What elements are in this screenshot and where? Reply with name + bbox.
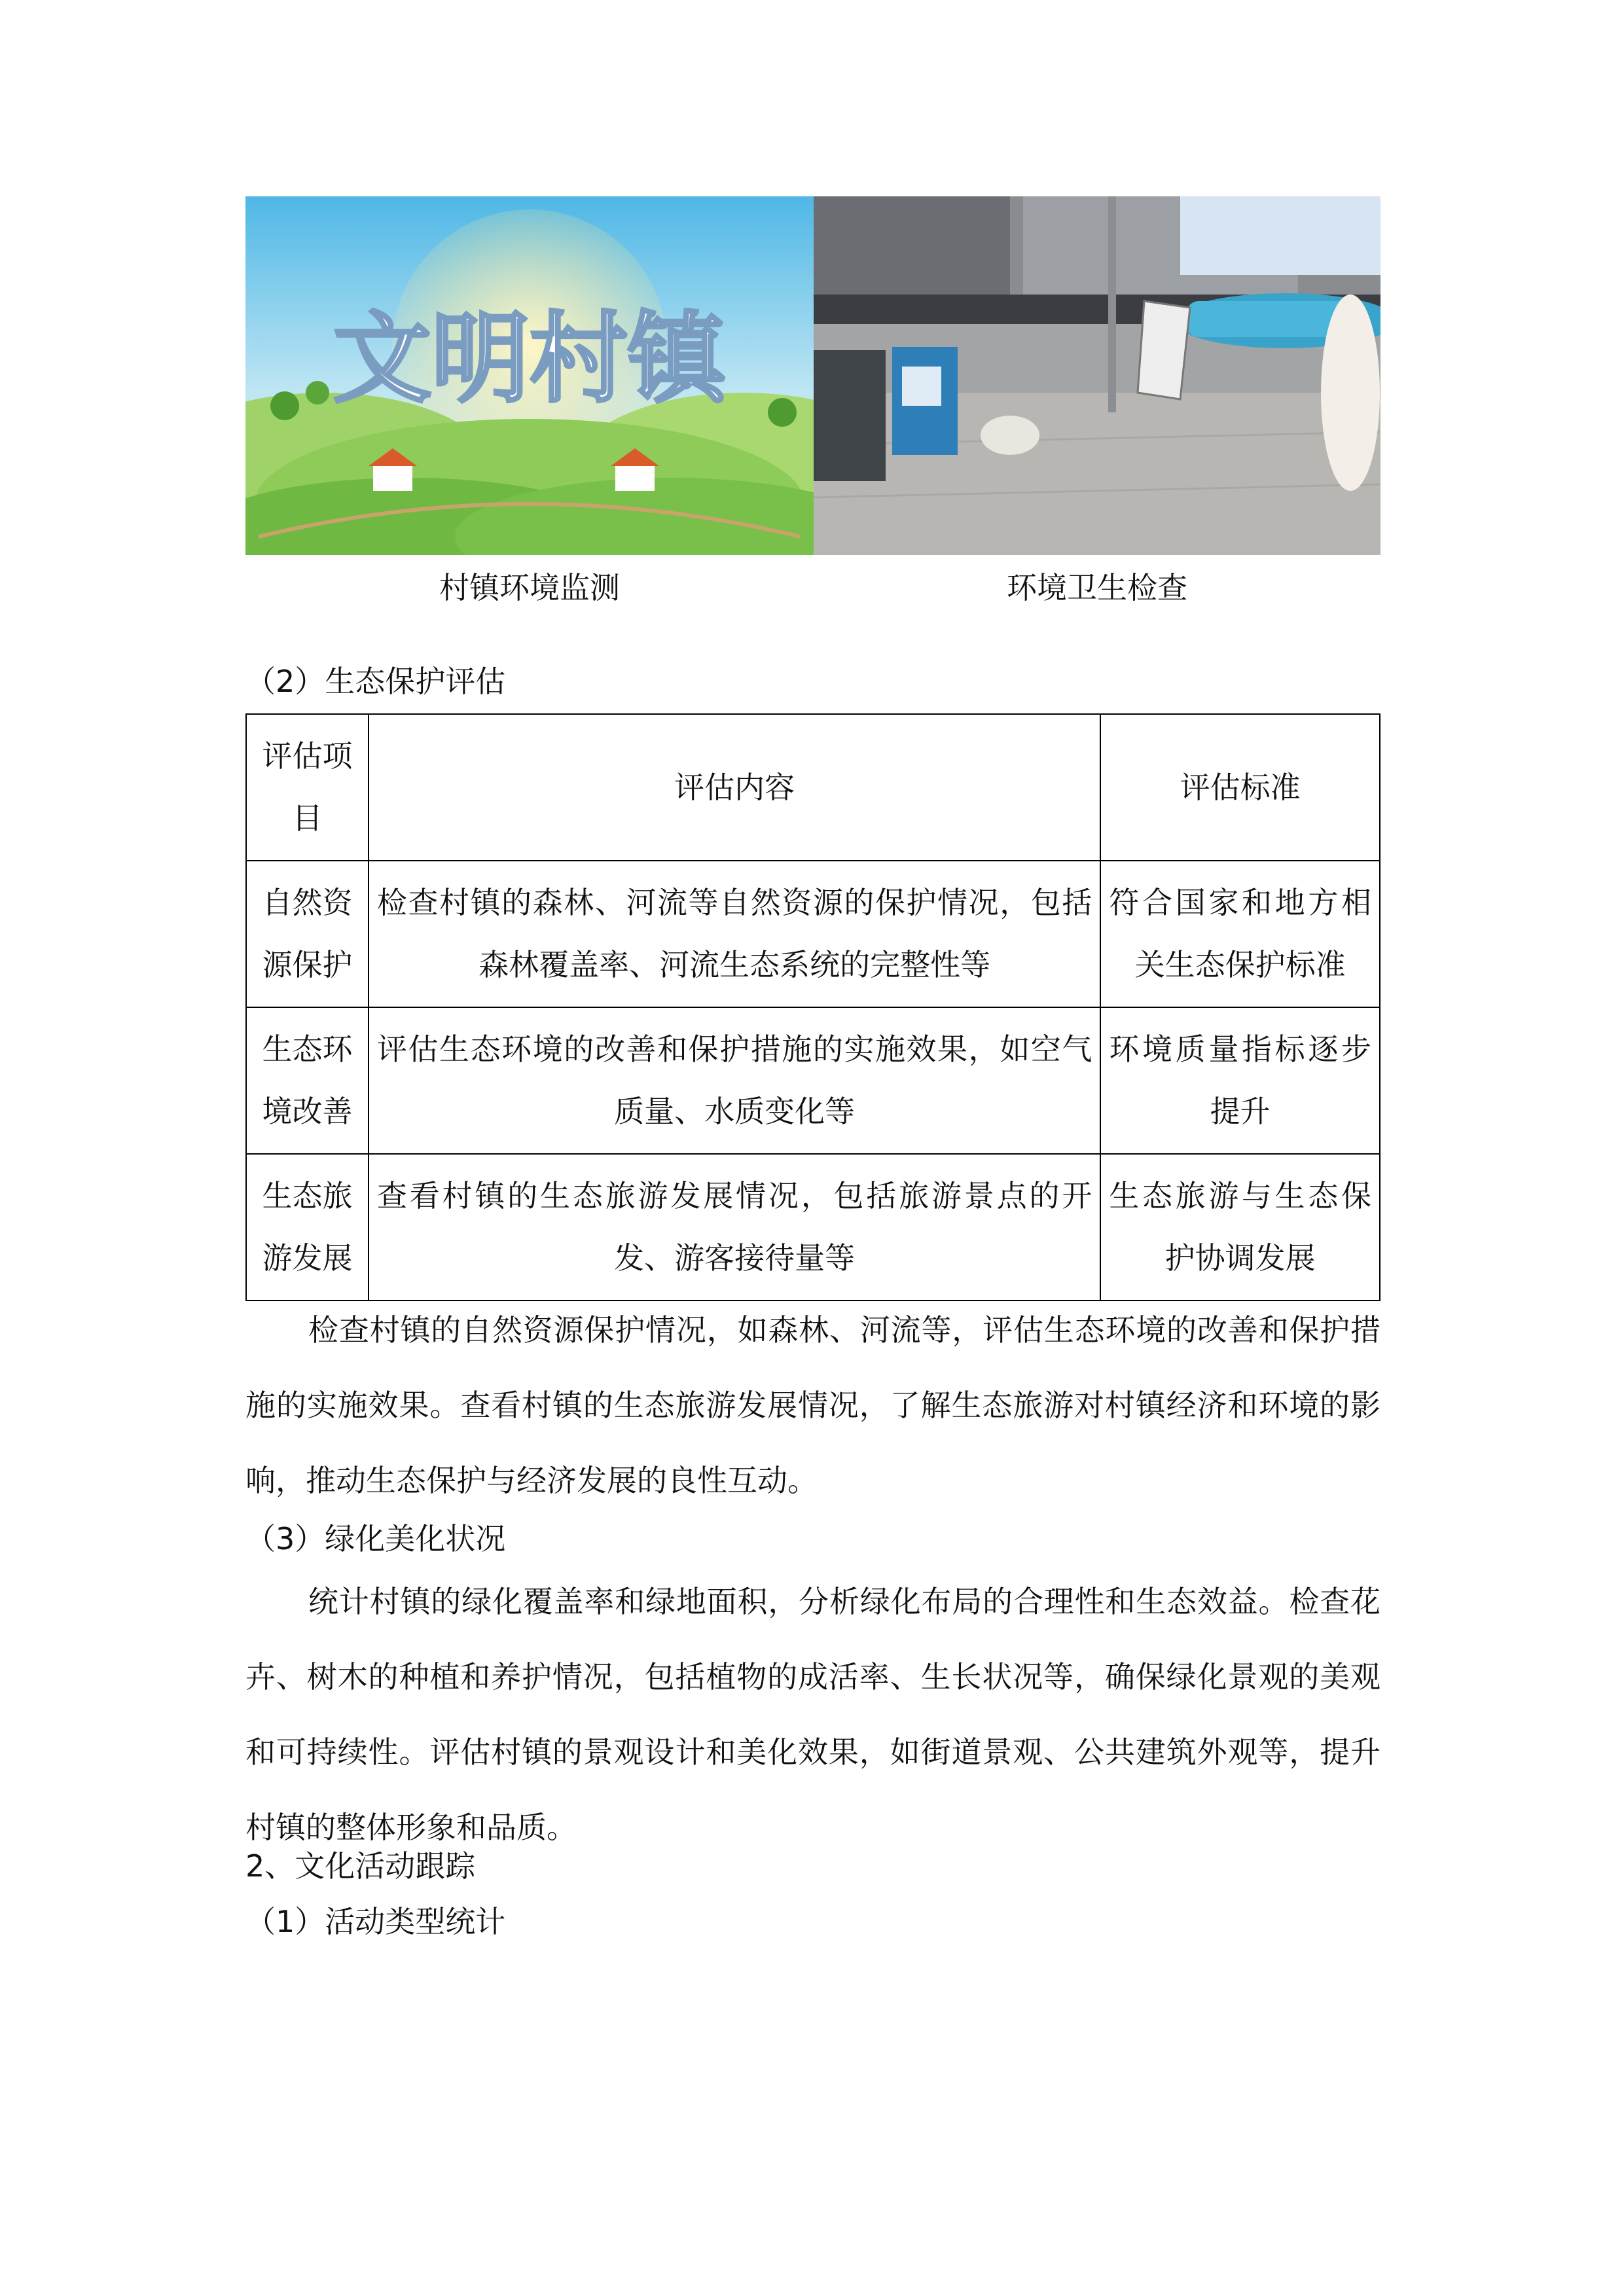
section-heading-cultural-activities: 2、文化活动跟踪	[245, 1848, 476, 1884]
street-photo-illustration	[814, 196, 1380, 555]
village-environment-image	[245, 196, 814, 555]
cell-text: 查看村镇的生态旅游发展情况，包括旅游景点的开发、游客接待量等	[376, 1178, 1092, 1276]
paragraph-ecological-summary: 检查村镇的自然资源保护情况，如森林、河流等，评估生态环境的改善和保护措施的实施效果。查看村镇的生态旅游发展情况，了解生态旅游对村镇经济和环境的影响，推动生态保护与经济发展的良性互动。	[245, 1312, 1380, 1498]
cell-text: 环境质量指标逐步提升	[1109, 1031, 1371, 1129]
table-row	[246, 1154, 1380, 1300]
table-header-cell: 评估标准	[1100, 714, 1380, 861]
table-cell-content	[369, 1007, 1100, 1154]
table-cell-item: 生态旅游发展	[246, 1154, 369, 1300]
cell-text: 检查村镇的森林、河流等自然资源的保护情况，包括森林覆盖率、河流生态系统的完整性等	[376, 885, 1092, 982]
image-caption-left: 村镇环境监测	[439, 570, 620, 605]
section-heading-ecological-assessment: （2）生态保护评估	[245, 664, 506, 699]
cell-text: 评估生态环境的改善和保护措施的实施效果，如空气质量、水质变化等	[376, 1031, 1092, 1129]
paragraph-greening: 统计村镇的绿化覆盖率和绿地面积，分析绿化布局的合理性和生态效益。检查花卉、树木的种植和养护情况，包括植物的成活率、生长状况等，确保绿化景观的美观和可持续性。评估村镇的景观设计和美化效果，如街道景观、公共建筑外观等，提升村镇的整体形象和品质。	[245, 1584, 1380, 1845]
image-caption-right: 环境卫生检查	[1007, 570, 1187, 605]
table-header-row	[246, 714, 1380, 861]
table-row	[246, 1007, 1380, 1154]
table-cell-standard	[1100, 861, 1380, 1007]
table-row	[246, 861, 1380, 1007]
table-header-cell: 评估内容	[369, 714, 1100, 861]
cell-text: 符合国家和地方相关生态保护标准	[1109, 885, 1371, 982]
table-cell-item: 生态环境改善	[246, 1007, 369, 1154]
ecological-assessment-table	[245, 713, 1380, 1301]
cell-text: 生态旅游与生态保护协调发展	[1109, 1178, 1371, 1276]
sanitation-inspection-image	[814, 196, 1380, 555]
table-header-cell: 评估项目	[246, 714, 369, 861]
poster-title: 文明村镇	[333, 302, 727, 416]
table-cell-content	[369, 861, 1100, 1007]
section-heading-greening: （3）绿化美化状况	[245, 1521, 506, 1556]
village-poster-illustration	[245, 196, 814, 555]
table-cell-content	[369, 1154, 1100, 1300]
table-cell-item: 自然资源保护	[246, 861, 369, 1007]
table-cell-standard	[1100, 1154, 1380, 1300]
table-cell-standard	[1100, 1007, 1380, 1154]
section-heading-activity-types: （1）活动类型统计	[245, 1904, 506, 1939]
